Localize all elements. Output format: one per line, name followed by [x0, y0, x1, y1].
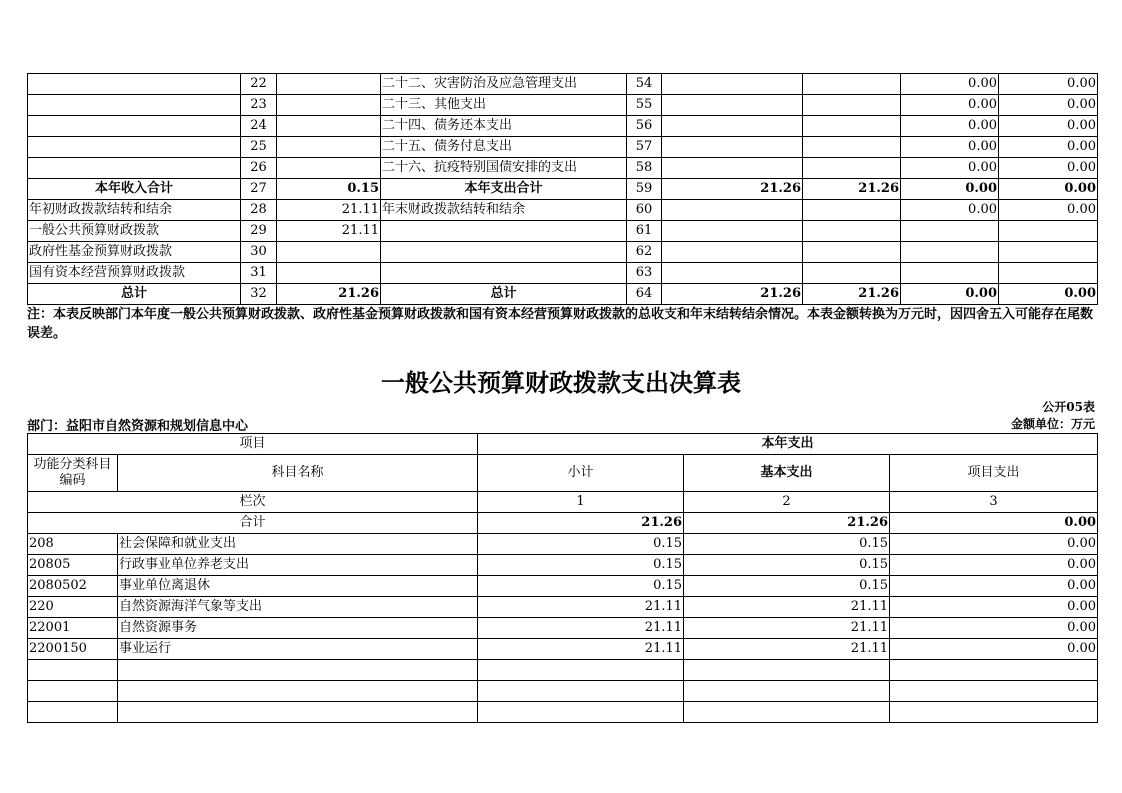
income-item-name: [28, 158, 241, 179]
subject-code: 2080502: [28, 576, 118, 597]
expense-basic: 21.26: [803, 179, 901, 200]
table-row: [28, 639, 1098, 660]
expense-other: [999, 242, 1098, 263]
expense-item-name: 总计: [381, 284, 627, 305]
expense-basic: [803, 221, 901, 242]
income-item-name: 本年收入合计: [28, 179, 241, 200]
expense-item-name: [381, 221, 627, 242]
income-amount: 21.26: [277, 284, 381, 305]
expense-item-name: 二十四、债务还本支出: [381, 116, 627, 137]
subtotal: 0.15: [478, 576, 684, 597]
header-column-number: 栏次: [28, 492, 478, 513]
expense-basic: [803, 200, 901, 221]
basic-expense: [684, 660, 890, 681]
income-amount: 21.11: [277, 200, 381, 221]
table-row: [28, 702, 1098, 723]
income-row-number: 27: [241, 179, 277, 200]
expense-item-name: 年末财政拨款结转和结余: [381, 200, 627, 221]
expense-row-number: 64: [627, 284, 662, 305]
income-amount: [277, 116, 381, 137]
table-row: [28, 576, 1098, 597]
general-budget-expenditure-table: [27, 433, 1098, 723]
page-title: 一般公共预算财政拨款支出决算表: [381, 369, 741, 397]
expense-project: 0.00: [901, 200, 999, 221]
expense-subtotal: [662, 116, 803, 137]
subtotal: 21.11: [478, 639, 684, 660]
table-row: [28, 284, 1098, 305]
subject-name: 行政事业单位养老支出: [118, 555, 478, 576]
basic-expense: 21.11: [684, 597, 890, 618]
expense-basic: [803, 116, 901, 137]
income-item-name: [28, 137, 241, 158]
expense-basic: [803, 263, 901, 284]
expense-subtotal: 21.26: [662, 179, 803, 200]
table-row: [28, 263, 1098, 284]
income-amount: 21.11: [277, 221, 381, 242]
expense-basic: [803, 158, 901, 179]
table-note: 注：本表反映部门本年度一般公共预算财政拨款、政府性基金预算财政拨款和国有资本经营预算财政拨款的总收支和年末结转结余情况。本表金额转换为万元时，因四舍五入可能存在尾数误差。: [27, 307, 1094, 341]
subject-name: 自然资源事务: [118, 618, 478, 639]
table-row: [28, 597, 1098, 618]
project-expense: [890, 681, 1098, 702]
expense-row-number: 55: [627, 95, 662, 116]
subject-code: [28, 681, 118, 702]
header-name: 科目名称: [118, 455, 478, 492]
expense-row-number: 61: [627, 221, 662, 242]
income-item-name: [28, 74, 241, 95]
expense-project: [901, 263, 999, 284]
header-project: 项目: [28, 434, 478, 455]
project-expense: 0.00: [890, 534, 1098, 555]
header-code: 功能分类科目编码: [28, 455, 118, 492]
table-row: [28, 242, 1098, 263]
expense-project: [901, 242, 999, 263]
header-project-expense: 项目支出: [890, 455, 1098, 492]
expense-subtotal: 21.26: [662, 284, 803, 305]
header-subtotal: 小计: [478, 455, 684, 492]
expense-basic: [803, 242, 901, 263]
project-expense: 0.00: [890, 597, 1098, 618]
expense-other: 0.00: [999, 158, 1098, 179]
income-row-number: 23: [241, 95, 277, 116]
expense-project: 0.00: [901, 137, 999, 158]
subtotal: 21.11: [478, 597, 684, 618]
income-row-number: 32: [241, 284, 277, 305]
table-row: [28, 681, 1098, 702]
basic-expense: [684, 681, 890, 702]
expense-other: [999, 263, 1098, 284]
subtotal: [478, 660, 684, 681]
income-row-number: 22: [241, 74, 277, 95]
expense-item-name: 二十六、抗疫特别国债安排的支出: [381, 158, 627, 179]
income-item-name: [28, 95, 241, 116]
expense-subtotal: [662, 74, 803, 95]
subject-code: [28, 702, 118, 723]
project-expense: [890, 660, 1098, 681]
table-row: [28, 137, 1098, 158]
basic-expense: 21.11: [684, 639, 890, 660]
form-number: 公开05表: [1042, 400, 1095, 414]
expense-other: 0.00: [999, 116, 1098, 137]
subject-name: 事业运行: [118, 639, 478, 660]
income-amount: 0.15: [277, 179, 381, 200]
basic-expense: 0.15: [684, 555, 890, 576]
expense-row-number: 58: [627, 158, 662, 179]
table-row: [28, 158, 1098, 179]
table-row: [28, 200, 1098, 221]
income-amount: [277, 263, 381, 284]
expense-other: 0.00: [999, 137, 1098, 158]
table-row: [28, 618, 1098, 639]
subject-name: 社会保障和就业支出: [118, 534, 478, 555]
expense-item-name: 二十二、灾害防治及应急管理支出: [381, 74, 627, 95]
income-amount: [277, 137, 381, 158]
subtotal: [478, 681, 684, 702]
project-expense: 0.00: [890, 555, 1098, 576]
project-expense: 0.00: [890, 618, 1098, 639]
expense-project: 0.00: [901, 179, 999, 200]
subject-name: [118, 702, 478, 723]
expense-item-name: [381, 263, 627, 284]
subject-code: 2200150: [28, 639, 118, 660]
header-basic: 基本支出: [684, 455, 890, 492]
expense-row-number: 54: [627, 74, 662, 95]
total-basic: 21.26: [684, 513, 890, 534]
table-row: [28, 660, 1098, 681]
income-amount: [277, 74, 381, 95]
total-subtotal: 21.26: [478, 513, 684, 534]
expense-project: 0.00: [901, 74, 999, 95]
income-expense-summary-table: [27, 73, 1098, 305]
project-expense: 0.00: [890, 576, 1098, 597]
expense-other: 0.00: [999, 74, 1098, 95]
income-row-number: 30: [241, 242, 277, 263]
income-amount: [277, 95, 381, 116]
expense-project: 0.00: [901, 95, 999, 116]
subject-code: 20805: [28, 555, 118, 576]
column-1: 1: [478, 492, 684, 513]
expense-project: 0.00: [901, 284, 999, 305]
income-row-number: 29: [241, 221, 277, 242]
expense-row-number: 56: [627, 116, 662, 137]
unit-label: 金额单位：万元: [1010, 417, 1095, 431]
subtotal: 0.15: [478, 555, 684, 576]
table-row: [28, 534, 1098, 555]
subtotal: 0.15: [478, 534, 684, 555]
expense-row-number: 59: [627, 179, 662, 200]
income-amount: [277, 158, 381, 179]
basic-expense: [684, 702, 890, 723]
basic-expense: 21.11: [684, 618, 890, 639]
income-row-number: 31: [241, 263, 277, 284]
income-row-number: 25: [241, 137, 277, 158]
expense-subtotal: [662, 95, 803, 116]
subject-code: 22001: [28, 618, 118, 639]
total-project: 0.00: [890, 513, 1098, 534]
expense-item-name: [381, 242, 627, 263]
expense-row-number: 60: [627, 200, 662, 221]
project-expense: 0.00: [890, 639, 1098, 660]
table-row: [28, 221, 1098, 242]
expense-other: [999, 221, 1098, 242]
project-expense: [890, 702, 1098, 723]
expense-other: 0.00: [999, 95, 1098, 116]
expense-subtotal: [662, 242, 803, 263]
income-item-name: [28, 116, 241, 137]
column-3: 3: [890, 492, 1098, 513]
department-label: 部门：益阳市自然资源和规划信息中心: [27, 419, 249, 434]
subject-code: [28, 660, 118, 681]
expense-project: 0.00: [901, 116, 999, 137]
income-row-number: 24: [241, 116, 277, 137]
income-row-number: 28: [241, 200, 277, 221]
subject-code: 208: [28, 534, 118, 555]
income-amount: [277, 242, 381, 263]
expense-item-name: 本年支出合计: [381, 179, 627, 200]
expense-basic: [803, 137, 901, 158]
expense-basic: 21.26: [803, 284, 901, 305]
subject-name: [118, 660, 478, 681]
income-item-name: 国有资本经营预算财政拨款: [28, 263, 241, 284]
expense-subtotal: [662, 158, 803, 179]
expense-item-name: 二十五、债务付息支出: [381, 137, 627, 158]
table-row: [28, 555, 1098, 576]
expense-basic: [803, 95, 901, 116]
column-2: 2: [684, 492, 890, 513]
basic-expense: 0.15: [684, 534, 890, 555]
expense-other: 0.00: [999, 200, 1098, 221]
income-item-name: 年初财政拨款结转和结余: [28, 200, 241, 221]
total-label: 合计: [28, 513, 478, 534]
income-item-name: 总计: [28, 284, 241, 305]
expense-row-number: 62: [627, 242, 662, 263]
header-current-year: 本年支出: [478, 434, 1098, 455]
expense-project: 0.00: [901, 158, 999, 179]
income-item-name: 政府性基金预算财政拨款: [28, 242, 241, 263]
income-item-name: 一般公共预算财政拨款: [28, 221, 241, 242]
basic-expense: 0.15: [684, 576, 890, 597]
expense-row-number: 63: [627, 263, 662, 284]
income-row-number: 26: [241, 158, 277, 179]
expense-other: 0.00: [999, 179, 1098, 200]
table-row: [28, 74, 1098, 95]
expense-basic: [803, 74, 901, 95]
expense-row-number: 57: [627, 137, 662, 158]
table-row: [28, 116, 1098, 137]
subject-name: 自然资源海洋气象等支出: [118, 597, 478, 618]
subject-code: 220: [28, 597, 118, 618]
table-row: [28, 95, 1098, 116]
subject-name: 事业单位离退休: [118, 576, 478, 597]
expense-subtotal: [662, 137, 803, 158]
table-row: [28, 179, 1098, 200]
expense-subtotal: [662, 200, 803, 221]
expense-subtotal: [662, 263, 803, 284]
expense-item-name: 二十三、其他支出: [381, 95, 627, 116]
expense-project: [901, 221, 999, 242]
subject-name: [118, 681, 478, 702]
subtotal: 21.11: [478, 618, 684, 639]
expense-other: 0.00: [999, 284, 1098, 305]
expense-subtotal: [662, 221, 803, 242]
subtotal: [478, 702, 684, 723]
